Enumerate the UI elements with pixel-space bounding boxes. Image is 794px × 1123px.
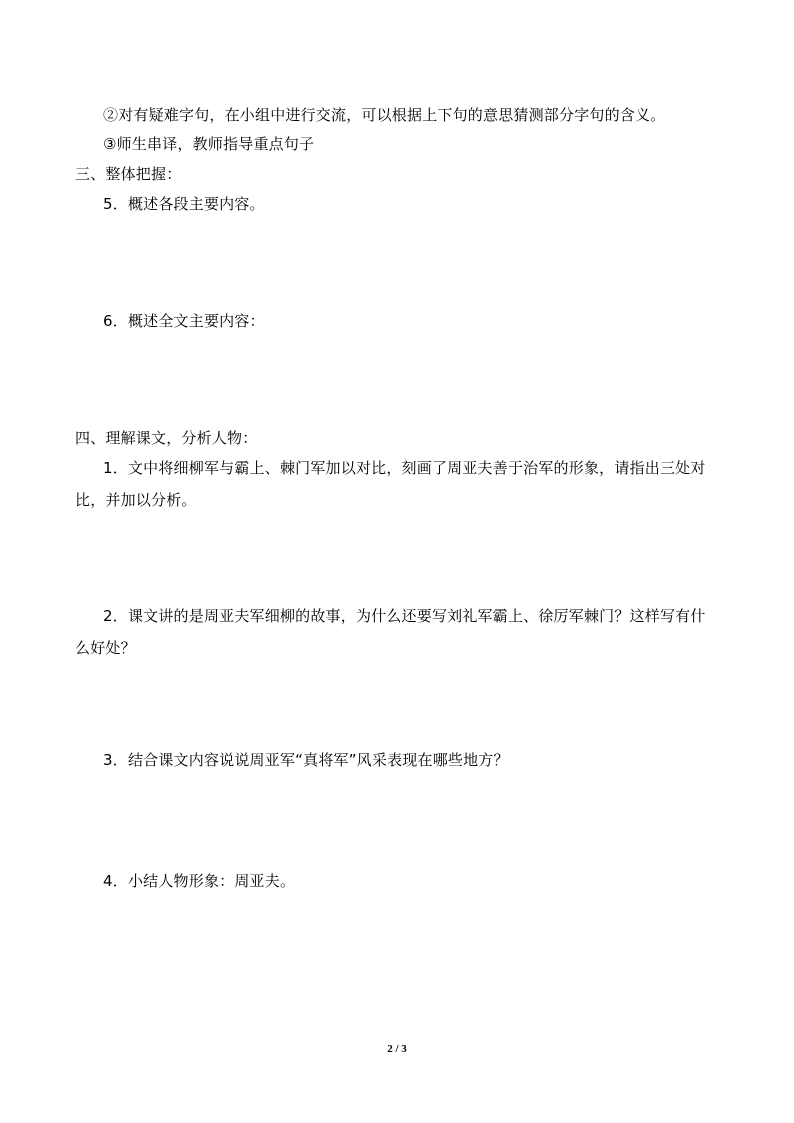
page-number: 2 / 3 [387,1043,407,1055]
question-5: 5．概述各段主要内容。 [103,195,265,213]
paragraph-item-3: ③师生串译，教师指导重点句子 [103,135,315,153]
question-1: 1．文中将细柳军与霸上、棘门军加以对比，刻画了周亚夫善于治军的形象，请指出三处对比，并加以分析。 [75,459,706,509]
paragraph-item-2: ②对有疑难字句，在小组中进行交流，可以根据上下句的意思猜测部分字句的含义。 [103,106,666,124]
question-6: 6．概述全文主要内容： [103,312,265,330]
question-2: 2．课文讲的是周亚夫军细柳的故事，为什么还要写刘礼军霸上、徐厉军棘门？这样写有什么好处？ [75,607,706,657]
section-4-heading: 四、理解课文，分析人物： [75,429,258,447]
section-3-heading: 三、整体把握： [75,165,182,183]
question-4: 4．小结人物形象：周亚夫。 [103,872,296,890]
question-3: 3．结合课文内容说说周亚军“真将军”风采表现在哪些地方？ [103,751,509,769]
